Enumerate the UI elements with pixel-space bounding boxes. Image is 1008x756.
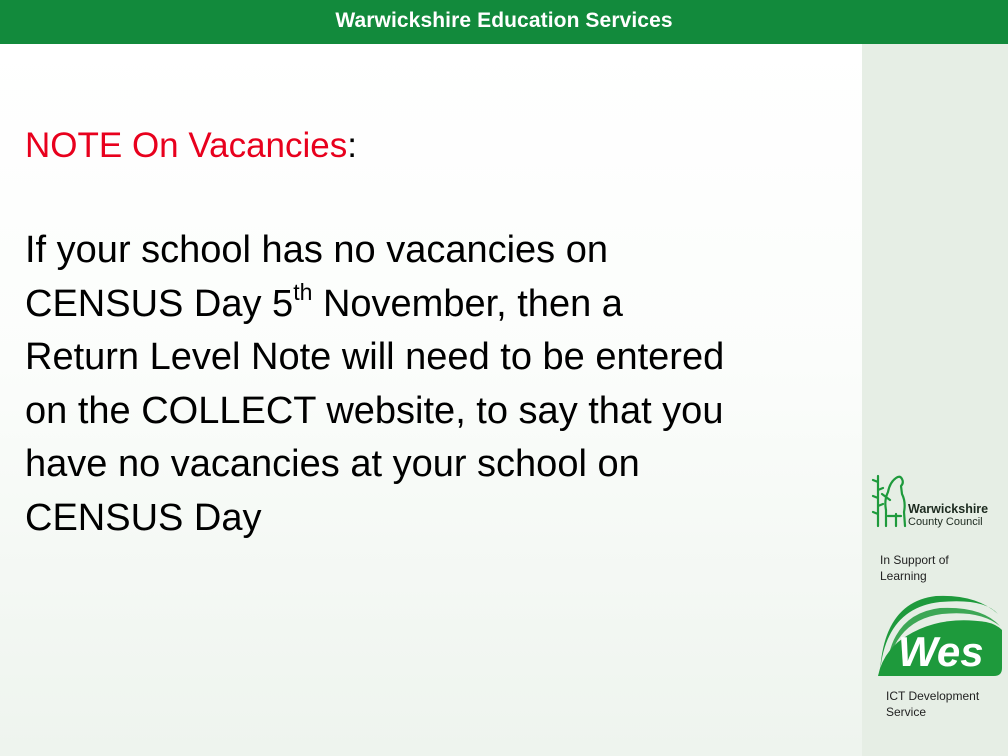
bear-and-ragged-staff-icon — [868, 470, 908, 528]
note-line — [25, 438, 855, 492]
note-line — [25, 331, 855, 385]
council-name: Warwickshire — [908, 502, 989, 516]
note-line — [25, 385, 855, 439]
support-line: In Support of — [880, 553, 949, 567]
note-line-text: CENSUS Day 5 — [25, 282, 294, 325]
note-line — [25, 492, 855, 546]
note-line — [25, 278, 855, 332]
note-line-text: Return Level Note will need to be entered — [25, 336, 725, 378]
note-body — [25, 224, 855, 545]
council-logo — [866, 470, 1006, 530]
council-subtitle: County Council — [908, 516, 983, 528]
note-line-text: have no vacancies at your school on — [25, 443, 640, 485]
support-line: Learning — [880, 568, 927, 583]
support-tagline — [880, 553, 1000, 584]
note-heading — [25, 126, 357, 166]
wes-swoosh-logo — [876, 586, 1004, 678]
service-line: Service — [886, 704, 927, 719]
note-line-text: November, then a — [312, 282, 623, 325]
ordinal-suffix: th — [293, 278, 313, 305]
service-name — [886, 689, 1004, 720]
note-line — [25, 224, 855, 278]
service-line: ICT Development — [886, 689, 980, 703]
wes-logo-text: Wes — [898, 628, 984, 675]
note-line-text: on the COLLECT website, to say that you — [25, 389, 724, 432]
note-line-text: If your school has no vacancies on — [25, 229, 609, 271]
header-title: Warwickshire Education Services — [335, 9, 673, 32]
note-heading-colon: : — [347, 126, 357, 165]
note-heading-text: NOTE On Vacancies — [25, 126, 348, 165]
note-line-text: CENSUS Day — [25, 496, 262, 539]
